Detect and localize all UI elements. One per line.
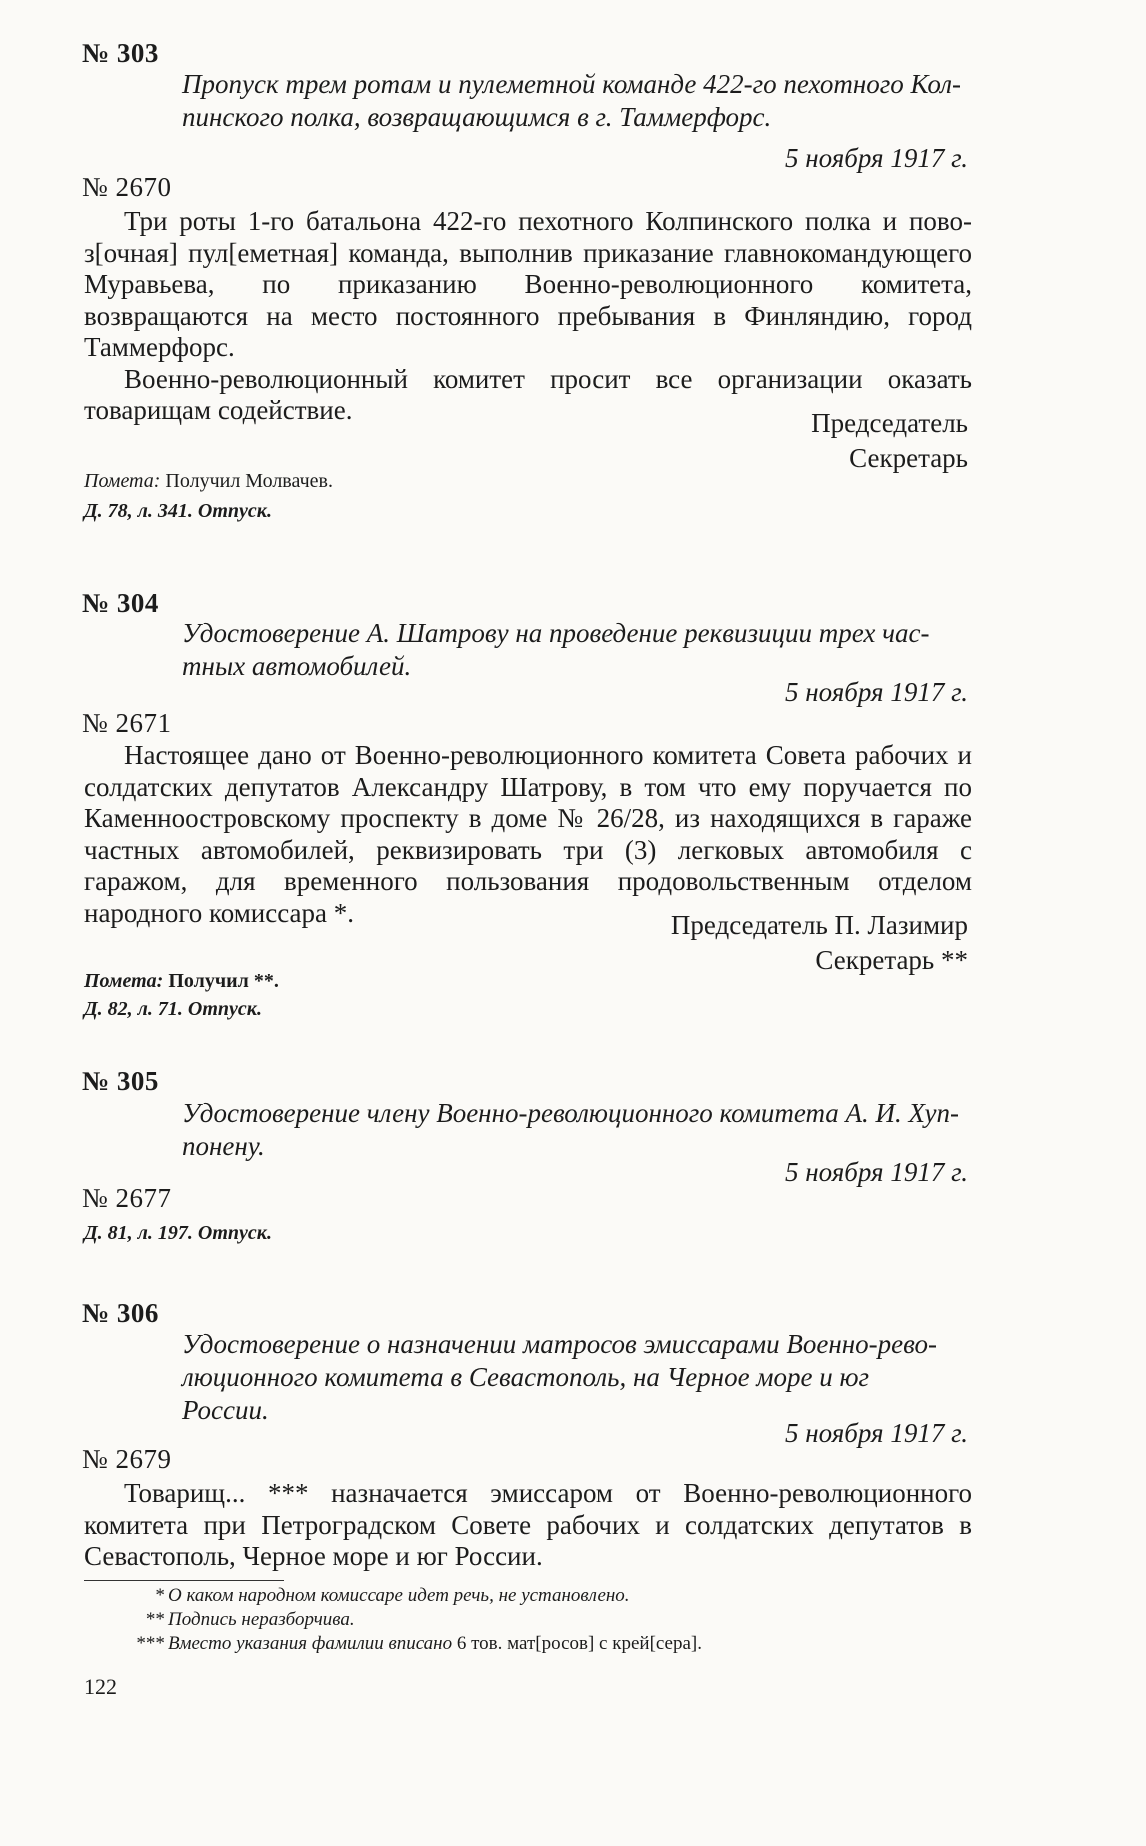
archive-number-2679: № 2679 [82,1444,172,1474]
document-body-306 [84,1478,972,1573]
archive-ref-304: Д. 82, л. 71. Отпуск. [84,998,262,1020]
page-number: 122 [84,1674,117,1699]
title-line: Удостоверение А. Шатрову на проведение реквизиции трех час- [182,618,930,648]
document-number-303: № 303 [82,38,159,68]
note-text: Получил Молвачев. [165,470,333,492]
document-title-306 [182,1328,972,1427]
document-title-304 [182,617,972,683]
document-number-305: № 305 [82,1066,159,1096]
document-number-306: № 306 [82,1298,159,1328]
footnote-mark: ** [145,1609,164,1630]
title-line: Удостоверение о назначении матросов эмиссарами Военно-рево- [182,1329,937,1359]
note-304 [84,970,279,993]
body-paragraph: Три роты 1-го батальона 422-го пехотного Колпинского полка и пово-з[очная] пул[еметная] команда, выполнив приказание главнокомандующего Муравьева, по приказанию Военно-революционного комитета, возвращаются на место постоянного пребывания в Финляндию, город Таммерфорс. [84,206,972,362]
footnote-extra: 6 тов. мат[росов] с крей[сера]. [456,1633,703,1654]
document-date-306: 5 ноября 1917 г. [784,1418,968,1448]
note-text: Получил **. [168,970,279,992]
document-number-304: № 304 [82,588,159,618]
signature-block-304 [671,910,968,976]
signature-chairman: Председатель П. Лазимир [670,910,968,940]
footnotes [84,1584,944,1656]
body-paragraph: Военно-революционный комитет просит все организации оказать товарищам содействие. [84,363,972,425]
archive-number-2670: № 2670 [82,172,172,202]
footnote-text: Вместо указания фамилии вписано [168,1633,453,1654]
note-label: Пометa: [84,970,164,992]
footnote [84,1632,944,1656]
signature-secretary: Секретарь ** [815,945,968,975]
title-line: пинского полка, возвращающимся в г. Таммерфорс. [182,102,772,132]
document-date-303: 5 ноября 1917 г. [784,143,968,173]
footnote-mark: *** [135,1633,164,1654]
title-line: России. [182,1395,269,1425]
footnote [84,1584,944,1608]
footnote-text: Подпись неразборчива. [168,1609,355,1630]
archive-ref-305: Д. 81, л. 197. Отпуск. [84,1222,272,1244]
archive-ref-303: Д. 78, л. 341. Отпуск. [84,500,272,522]
archive-number-2671: № 2671 [82,708,172,738]
archive-number-2677: № 2677 [82,1183,172,1213]
note-303 [84,470,333,493]
title-line: понену. [182,1131,265,1161]
title-line: Удостоверение члену Военно-революционного комитета А. И. Хуп- [182,1098,959,1128]
document-body-304 [84,740,972,929]
signature-chairman: Председатель [811,408,968,438]
footnote-text: О каком народном комиссаре идет речь, не установлено. [168,1585,630,1606]
footnote-divider [84,1580,284,1581]
document-title-305 [182,1097,972,1163]
signature-block-303 [811,408,968,474]
document-body-303 [84,206,972,427]
body-paragraph: Товарищ... *** назначается эмиссаром от Военно-революционного комитета при Петроградском Совете рабочих и солдатских депутатов в Севастополь, Черное море и юг России. [84,1478,972,1571]
body-paragraph: Настоящее дано от Военно-революционного комитета Совета рабочих и солдатских депутатов Александру Шатрову, в том что ему поручается по Каменноостровскому проспекту в доме № 26/28, из находящихся в гараже частных автомобилей, реквизировать три (3) легковых автомобиля с гаражом, для временного пользования продовольственным отделом народного комиссара *. [84,740,972,928]
document-title-303 [182,68,972,134]
title-line: Пропуск трем ротам и пулеметной команде 422-го пехотного Кол- [182,69,962,99]
document-date-305: 5 ноября 1917 г. [784,1157,968,1187]
document-date-304: 5 ноября 1917 г. [784,677,968,707]
title-line: тных автомобилей. [182,651,412,681]
signature-secretary: Секретарь [849,443,968,473]
title-line: люционного комитета в Севастополь, на Черное море и юг [182,1362,870,1392]
footnote-mark: * [154,1585,164,1606]
footnote [84,1608,944,1632]
note-label: Помета: [84,470,161,492]
